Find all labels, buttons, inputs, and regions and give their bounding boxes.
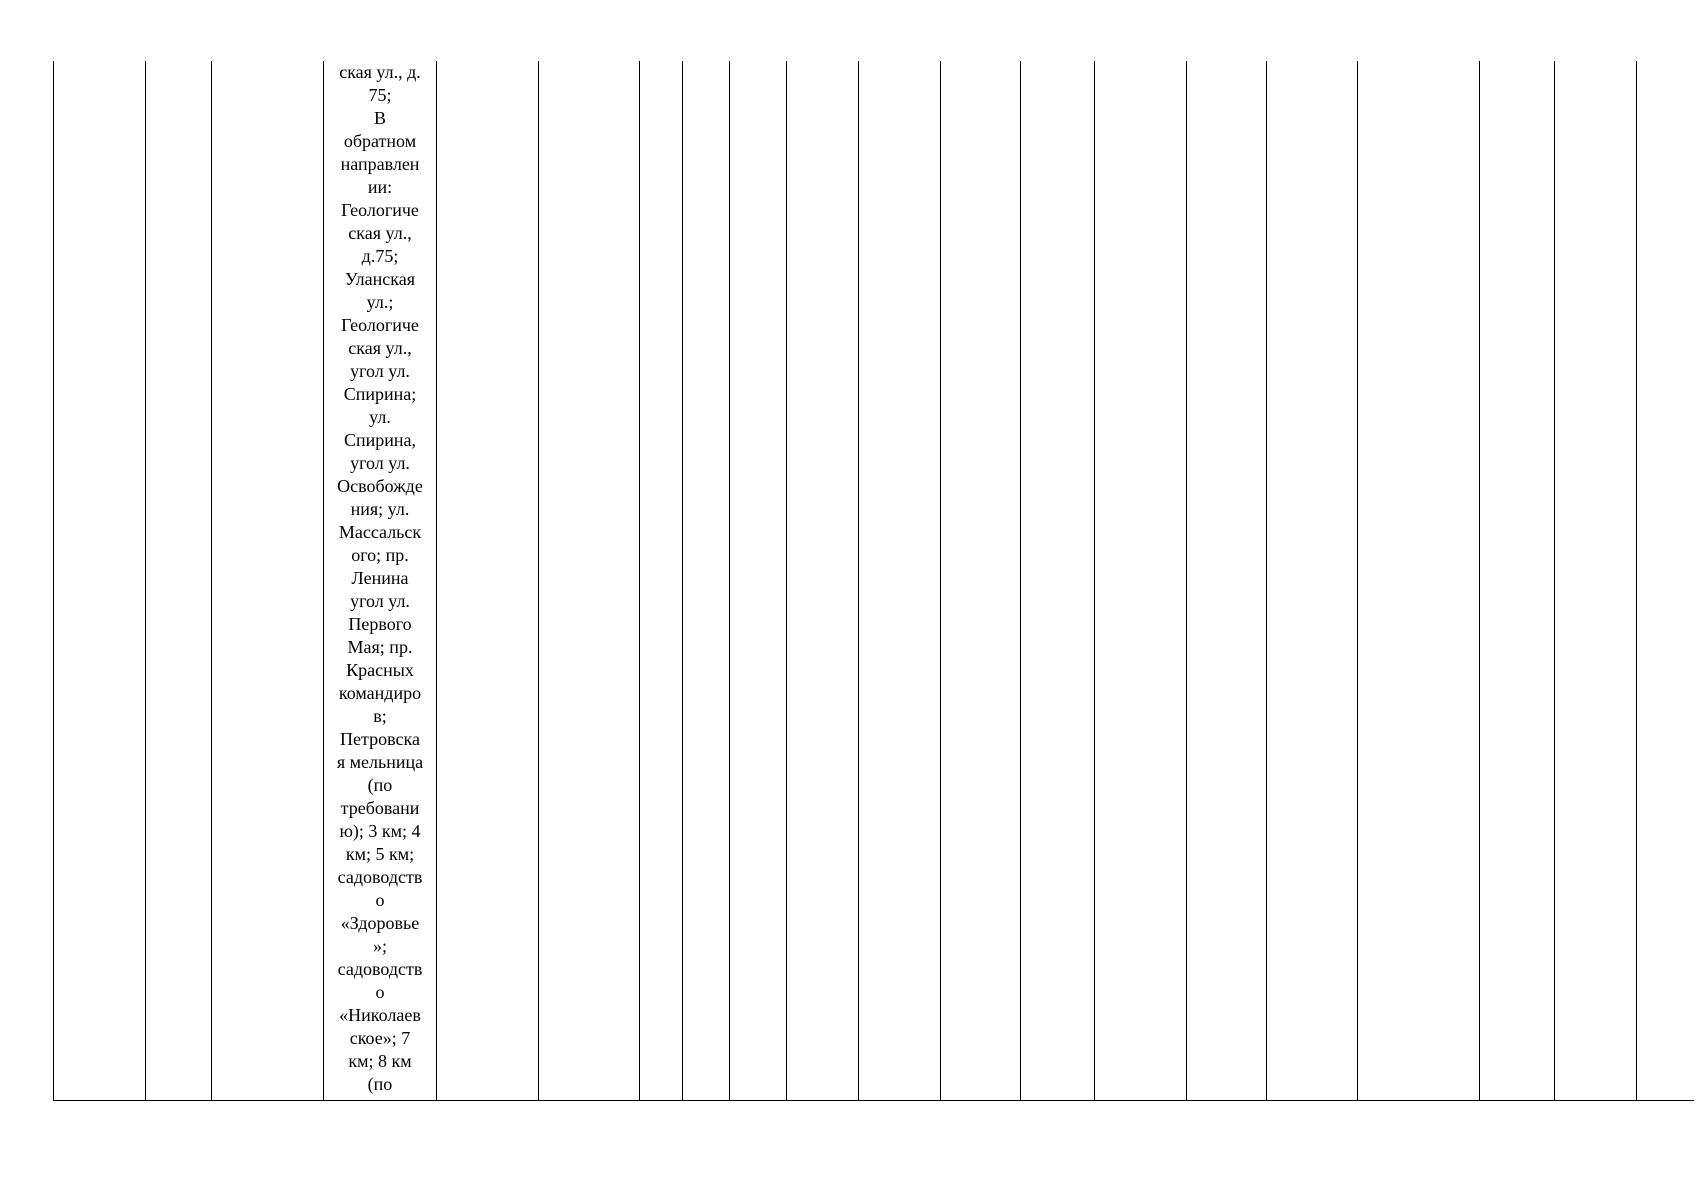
table-cell xyxy=(437,61,539,1101)
table-cell xyxy=(730,61,787,1101)
table-cell xyxy=(212,61,324,1101)
table-cell xyxy=(1637,61,1694,1101)
table-cell xyxy=(1267,61,1358,1101)
table-cell xyxy=(683,61,730,1101)
table-cell xyxy=(941,61,1021,1101)
table-cell xyxy=(1555,61,1637,1101)
table-row xyxy=(54,61,1694,1101)
table-cell xyxy=(1187,61,1267,1101)
table-cell xyxy=(539,61,640,1101)
route-schedule-table xyxy=(53,61,1694,1101)
table-cell xyxy=(787,61,859,1101)
table-cell xyxy=(1480,61,1555,1101)
table-cell xyxy=(54,61,146,1101)
route-stops-text: ская ул., д. 75; В обратном направлен ии: Геологиче ская ул., д.75; Уланская ул.; Геологиче ская ул., угол ул. Спирина; ул. Спирина, угол ул. Освобожде ния; ул. Массальск ого; пр. Ленина угол ул. Первого Мая; пр. Красных командиро в; Петровска я мельница (по требовани ю); 3 км; 4 км; 5 км; садоводств о «Здоровье »; садоводств о «Николаев ское»; 7 км; 8 км (по xyxy=(336,62,424,1094)
table-cell xyxy=(1358,61,1480,1101)
table-cell-route-stops xyxy=(324,61,437,1101)
table-cell xyxy=(146,61,212,1101)
table-cell xyxy=(640,61,683,1101)
table-cell xyxy=(859,61,941,1101)
table-cell xyxy=(1021,61,1095,1101)
table-cell xyxy=(1095,61,1187,1101)
